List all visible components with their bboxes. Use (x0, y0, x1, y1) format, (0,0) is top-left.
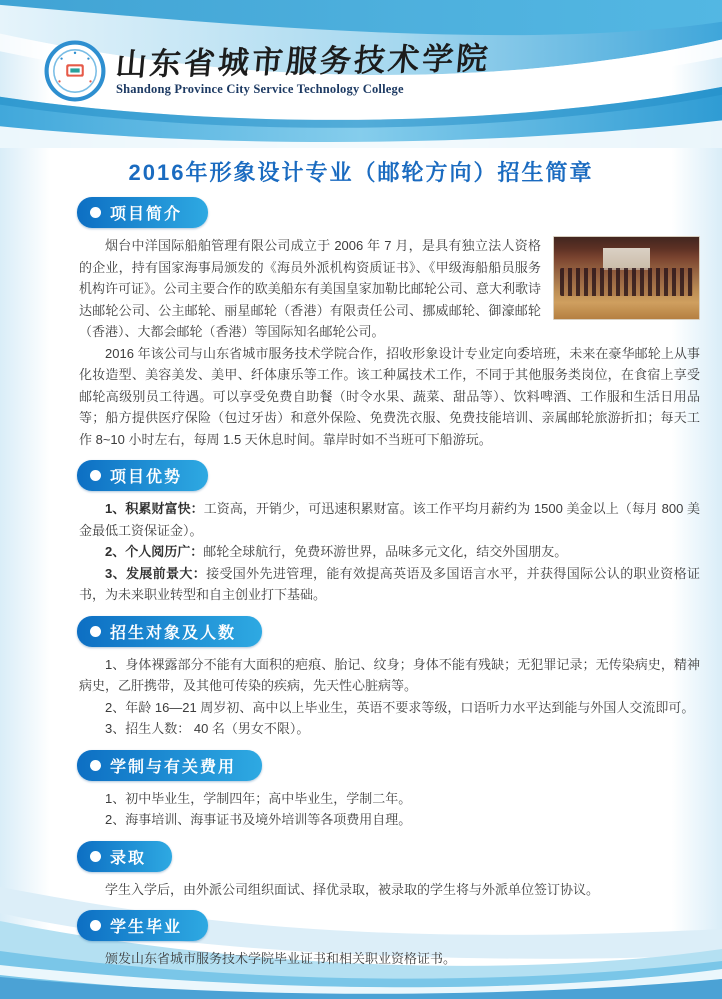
schooling-item: 1、初中毕业生，学制四年；高中毕业生，学制二年。 (105, 790, 412, 806)
section-heading-label: 录取 (110, 849, 147, 867)
advantage-label: 3、发展前景大： (105, 565, 207, 581)
section-heading-label: 招生对象及人数 (110, 624, 237, 642)
section-enrollment-target (79, 606, 700, 740)
college-name-cn: 山东省城市服务技术学院 (114, 40, 492, 83)
bullet-icon (90, 851, 101, 862)
intro-paragraph-2: 2016 年该公司与山东省城市服务技术学院合作，招收形象设计专业定向委培班，未来在豪华邮轮上从事化妆造型、美容美发、美甲、纤体康乐等工作。该工种属技术工作，不同于其他服务类岗位，在食宿上享受邮轮高级别员工待遇。可以享受免费自助餐（时令水果、蔬菜、甜品等）、饮料啤酒、工作服和生活日用品等；船方提供医疗保险（包过牙齿）和意外保险、免费洗衣服、免费技能培训、亲属邮轮旅游折扣；每天工作 8~10 小时左右，每周 1.5 天休息时间。靠岸时如不当班可下船游玩。 (79, 345, 700, 447)
section-schooling-fees (79, 740, 700, 831)
bullet-icon (90, 760, 101, 771)
intro-paragraph-1-text: 烟台中洋国际船舶管理有限公司成立于 2006 年 7 月，是具有独立法人资格的企业，持有国家海事局颁发的《海员外派机构资质证书》、《甲级海船船员服务机构许可证》。公司主要合作的欧美船东有美国皇家加勒比邮轮公司、意大利歌诗达邮轮公司、公主邮轮、丽星邮轮（香港）有限责任公司、挪威邮轮、御濠邮轮（香港）、大都会邮轮（香港）等国际知名邮轮公司。 (79, 238, 541, 339)
section-heading-label: 学生毕业 (110, 919, 183, 936)
advantage-text: 接受国外先进管理，能有效提高英语及多国语言水平，并获得国际公认的职业资格证书，为未来职业转型和自主创业打下基础。 (79, 565, 700, 602)
schooling-item: 2、海事培训、海事证书及境外培训等各项费用自理。 (105, 812, 412, 827)
enrollment-item: 2、年龄 16—21 周岁初、高中以上毕业生，英语不要求等级，口语听力水平达到能与外国人交流即可。 (105, 699, 695, 715)
advantage-label: 1、积累财富快： (105, 501, 204, 516)
college-logo-icon (44, 40, 106, 102)
header (0, 0, 722, 148)
page-title: 2016年形象设计专业（邮轮方向）招生简章 (128, 160, 594, 185)
section-graduation (79, 900, 700, 970)
college-name-en: Shandong Province City Service Technology College (116, 81, 404, 96)
advantage-item (79, 541, 700, 563)
section-heading-enrollment-target (77, 616, 262, 647)
bullet-icon (90, 470, 101, 481)
advantage-text: 邮轮全球航行，免费环游世界，品味多元文化，结交外国朋友。 (203, 544, 568, 559)
section-admission (79, 831, 700, 901)
section-heading-label: 学制与有关费用 (110, 758, 237, 776)
section-project-intro (79, 187, 700, 450)
enrollment-item: 3、招生人数： 40 名（男女不限）。 (105, 721, 310, 736)
section-heading-label: 项目简介 (110, 206, 183, 223)
section-heading-admission (77, 841, 172, 872)
bullet-icon (90, 626, 101, 637)
enrollment-item: 1、身体裸露部分不能有大面积的疤痕、胎记、纹身；身体不能有残缺；无犯罪记录；无传染病史，精神病史，乙肝携带，及其他可传染的疾病，先天性心脏病等。 (79, 656, 700, 693)
bullet-icon (90, 207, 101, 218)
section-heading-project-intro (77, 197, 208, 228)
intro-paragraph-1 (79, 235, 700, 343)
advantage-item (79, 563, 700, 606)
section-heading-schooling-fees (77, 750, 262, 781)
graduation-paragraph: 颁发山东省城市服务技术学院毕业证书和相关职业资格证书。 (105, 951, 457, 966)
advantage-item (79, 498, 700, 541)
bullet-icon (90, 920, 101, 931)
college-brand (44, 40, 490, 102)
section-heading-advantages (77, 460, 208, 491)
section-advantages (79, 450, 700, 606)
section-heading-graduation (77, 910, 208, 941)
advantage-label: 2、个人阅历广： (105, 544, 204, 559)
advantage-text: 工资高，开销少，可迅速积累财富。该工作平均月薪约为 1500 美金以上（每月 800 美金最低工资保证金）。 (79, 501, 701, 538)
section-heading-label: 项目优势 (110, 469, 183, 486)
group-photo (553, 236, 700, 320)
content (0, 187, 722, 970)
admission-paragraph: 学生入学后，由外派公司组织面试、择优录取，被录取的学生将与外派单位签订协议。 (105, 881, 600, 897)
